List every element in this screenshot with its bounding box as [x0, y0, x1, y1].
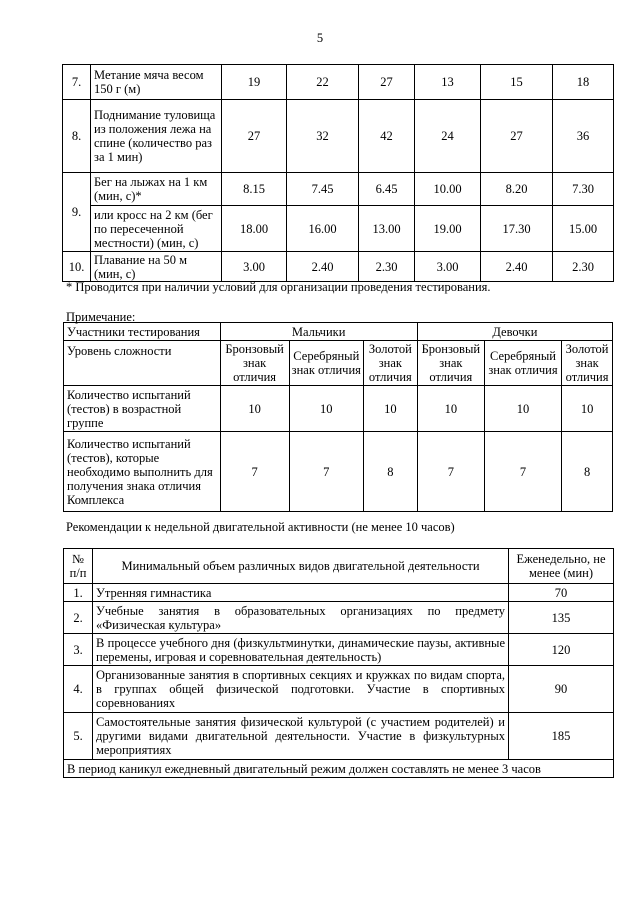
girls-header: Девочки: [417, 323, 612, 341]
value-cell: 10.00: [415, 173, 481, 206]
weekly-minutes: 120: [509, 634, 614, 666]
table-row: [64, 634, 614, 666]
level-header: Серебряный знак отличия: [484, 341, 561, 386]
value-cell: 7.45: [287, 173, 359, 206]
weekly-minutes: 185: [509, 713, 614, 760]
activity-text: Утренняя гимнастика: [93, 584, 509, 602]
value-cell: 7: [417, 432, 484, 512]
value-cell: 15: [481, 65, 553, 100]
level-header: Золотой знак отличия: [562, 341, 613, 386]
note-label: Примечание:: [66, 310, 136, 324]
value-cell: 10: [363, 386, 417, 432]
table-row: [64, 602, 614, 634]
number-header: № п/п: [64, 549, 93, 584]
value-cell: 27: [481, 100, 553, 173]
activity-text: Самостоятельные занятия физической культурой (с участием родителей) и другими видами двигательной деятельности. Участие в физкультурных мероприятиях: [93, 713, 509, 760]
value-cell: 19.00: [415, 206, 481, 252]
value-cell: 8.20: [481, 173, 553, 206]
activity-table: [63, 548, 614, 778]
value-cell: 18: [553, 65, 614, 100]
table-row: [64, 713, 614, 760]
level-header: Бронзовый знак отличия: [417, 341, 484, 386]
badge-requirements-table: [63, 322, 613, 512]
test-name: Метание мяча весом 150 г (м): [91, 65, 222, 100]
value-cell: 10: [562, 386, 613, 432]
difficulty-label: Уровень сложности: [64, 341, 221, 386]
footnote: * Проводится при наличии условий для организации проведения тестирования.: [66, 280, 491, 294]
activity-header: Минимальный объем различных видов двигательной деятельности: [93, 549, 509, 584]
value-cell: 7: [484, 432, 561, 512]
activity-text: В процессе учебного дня (физкультминутки, динамические паузы, активные перемены, игровая и соревновательная деятельность): [93, 634, 509, 666]
table-row: [63, 252, 614, 282]
value-cell: 7.30: [553, 173, 614, 206]
weekly-minutes: 70: [509, 584, 614, 602]
level-header: Золотой знак отличия: [363, 341, 417, 386]
value-cell: 10: [417, 386, 484, 432]
row-number: 8.: [63, 100, 91, 173]
value-cell: 24: [415, 100, 481, 173]
value-cell: 8: [562, 432, 613, 512]
table-row: [64, 386, 613, 432]
row-number: 1.: [64, 584, 93, 602]
table-row: [64, 666, 614, 713]
activity-text: Организованные занятия в спортивных секциях и кружках по видам спорта, в группах общей физической подготовки. Участие в спортивных соревнованиях: [93, 666, 509, 713]
table-row: [63, 173, 614, 206]
row-number: 7.: [63, 65, 91, 100]
level-header: Бронзовый знак отличия: [220, 341, 289, 386]
value-cell: 2.40: [287, 252, 359, 282]
weekly-minutes: 90: [509, 666, 614, 713]
weekly-minutes: 135: [509, 602, 614, 634]
activity-text: Учебные занятия в образовательных организациях по предмету «Физическая культура»: [93, 602, 509, 634]
value-cell: 10: [220, 386, 289, 432]
table-row: [64, 323, 613, 341]
test-name: Поднимание туловища из положения лежа на спине (количество раз за 1 мин): [91, 100, 222, 173]
row-number: 10.: [63, 252, 91, 282]
table-row: [64, 432, 613, 512]
value-cell: 13: [415, 65, 481, 100]
test-name: или кросс на 2 км (бег по пересеченной местности) (мин, с): [91, 206, 222, 252]
row-number: 3.: [64, 634, 93, 666]
value-cell: 6.45: [359, 173, 415, 206]
table-row: [64, 760, 614, 778]
row-number: 4.: [64, 666, 93, 713]
value-cell: 2.30: [553, 252, 614, 282]
table-row: [64, 341, 613, 386]
value-cell: 2.40: [481, 252, 553, 282]
table-row: [63, 100, 614, 173]
value-cell: 17.30: [481, 206, 553, 252]
participants-label: Участники тестирования: [64, 323, 221, 341]
table-row: [63, 65, 614, 100]
value-cell: 36: [553, 100, 614, 173]
value-cell: 8.15: [222, 173, 287, 206]
test-name: Плавание на 50 м (мин, с): [91, 252, 222, 282]
value-cell: 3.00: [415, 252, 481, 282]
value-cell: 8: [363, 432, 417, 512]
table-row: [63, 206, 614, 252]
value-cell: 15.00: [553, 206, 614, 252]
standards-table: [62, 64, 614, 282]
boys-header: Мальчики: [220, 323, 417, 341]
row-number: 2.: [64, 602, 93, 634]
page-number: 5: [316, 31, 324, 45]
weekly-header: Еженедельно, не менее (мин): [509, 549, 614, 584]
tests-required-label: Количество испытаний (тестов), которые необходимо выполнить для получения знака отличия Комплекса: [64, 432, 221, 512]
value-cell: 18.00: [222, 206, 287, 252]
row-number: 5.: [64, 713, 93, 760]
value-cell: 16.00: [287, 206, 359, 252]
value-cell: 42: [359, 100, 415, 173]
holiday-footer: В период каникул ежедневный двигательный режим должен составлять не менее 3 часов: [64, 760, 614, 778]
value-cell: 2.30: [359, 252, 415, 282]
row-number: 9.: [63, 173, 91, 252]
value-cell: 3.00: [222, 252, 287, 282]
value-cell: 22: [287, 65, 359, 100]
recommendations-heading: Рекомендации к недельной двигательной активности (не менее 10 часов): [66, 520, 455, 534]
value-cell: 27: [359, 65, 415, 100]
value-cell: 19: [222, 65, 287, 100]
table-row: [64, 584, 614, 602]
test-name: Бег на лыжах на 1 км (мин, с)*: [91, 173, 222, 206]
value-cell: 7: [289, 432, 363, 512]
value-cell: 27: [222, 100, 287, 173]
value-cell: 32: [287, 100, 359, 173]
value-cell: 10: [484, 386, 561, 432]
level-header: Серебряный знак отличия: [289, 341, 363, 386]
value-cell: 7: [220, 432, 289, 512]
table-row: [64, 549, 614, 584]
value-cell: 10: [289, 386, 363, 432]
tests-in-group-label: Количество испытаний (тестов) в возрастной группе: [64, 386, 221, 432]
value-cell: 13.00: [359, 206, 415, 252]
